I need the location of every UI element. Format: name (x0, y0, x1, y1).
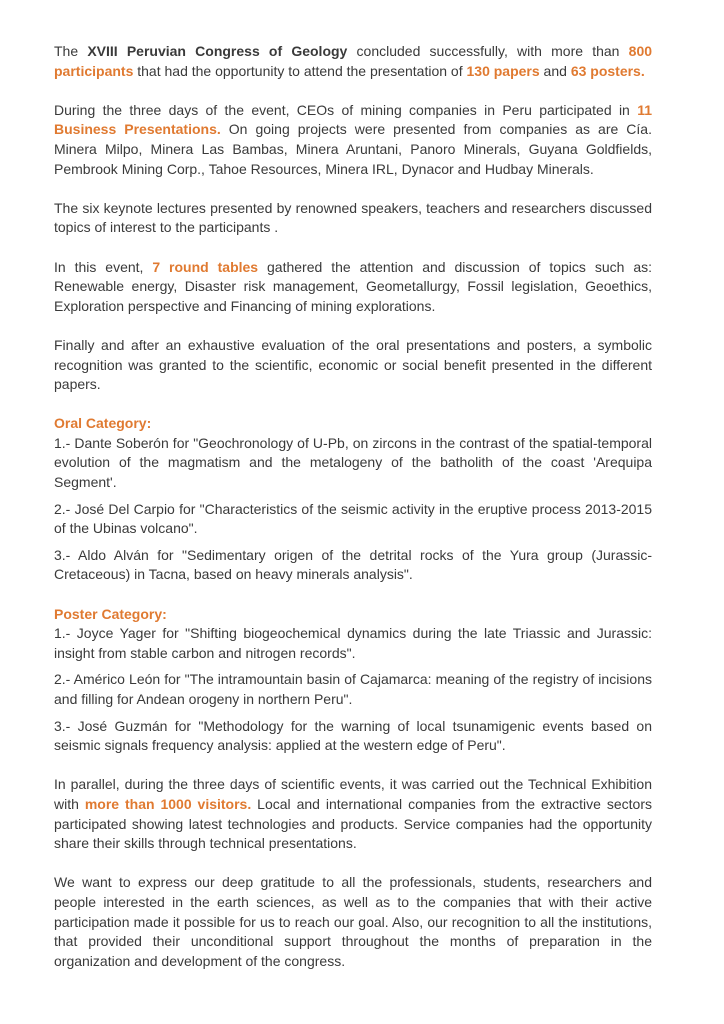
recognition-paragraph: Finally and after an exhaustive evaluation of the oral presentations and posters, a symbolic recognition was granted to the scientific, economic or social benefit presented in the different papers. (54, 336, 652, 393)
poster-item: 3.- José Guzmán for "Methodology for the warning of local tsunamigenic events based on seismic signals frequency analysis: applied at the western edge of Peru". (54, 717, 652, 754)
business-text-1: During the three days of the event, CEOs of mining companies in Peru participated in (54, 101, 638, 118)
round-tables-paragraph (54, 258, 652, 317)
posters-count: 63 posters. (570, 62, 645, 79)
gratitude-paragraph: We want to express our deep gratitude to all the professionals, students, researchers and people interested in the earth sciences, as well as to the companies that with their active participation made it possible for us to reach our goal. Also, our recognition to all the institutions, that provided their unconditional support throughout the months of preparation in the organization and development of the congress. (54, 874, 652, 969)
round-tables-count: 7 round tables (152, 258, 259, 275)
poster-item: 1.- Joyce Yager for "Shifting biogeochemical dynamics during the late Triassic and Jurassic: insight from stable carbon and nitrogen records". (54, 625, 652, 661)
oral-category-heading: Oral Category: (54, 415, 152, 432)
poster-category-heading: Poster Category: (54, 605, 167, 622)
intro-paragraph (54, 42, 652, 81)
document-body (54, 42, 652, 971)
visitors-count: more than 1000 visitors. (84, 795, 252, 812)
exhibition-text-2: Local and international companies from the extractive sectors participated showing latest technologies and products. Service companies had the opportunity share their skills through technical presentations. (54, 795, 652, 852)
round-tables-text-1: In this event, (54, 258, 153, 275)
congress-name: XVIII Peruvian Congress of Geology (87, 43, 348, 59)
round-tables-text-2: gathered the attention and discussion of topics such as: Renewable energy, Disaster risk management, Geometallurgy, Fossil legislation, Geoethics, Exploration perspective and Financing of mining explorations. (54, 258, 652, 314)
business-paragraph (54, 101, 652, 179)
exhibition-paragraph (54, 775, 652, 853)
oral-item: 3.- Aldo Alván for "Sedimentary origen of the detrital rocks of the Yura group (Jurassic-Cretaceous) in Tacna, based on heavy minerals analysis". (54, 546, 652, 583)
oral-item: 1.- Dante Soberón for "Geochronology of U-Pb, on zircons in the contrast of the spatial-temporal evolution of the magmatism and the metalogeny of the batholith of the coast 'Arequipa Segment'. (54, 434, 652, 491)
intro-text-4: and (539, 62, 571, 79)
intro-text-2: concluded successfully, with more than (347, 43, 629, 59)
keynote-paragraph: The six keynote lectures presented by renowned speakers, teachers and researchers discussed topics of interest to the participants . (54, 199, 652, 236)
intro-text-3: that had the opportunity to attend the presentation of (133, 62, 467, 79)
intro-text-1: The (54, 43, 88, 59)
business-presentations-count: 11 Business Presentations. (54, 101, 652, 138)
exhibition-text-1: In parallel, during the three days of scientific events, it was carried out the Technical Exhibition with (54, 776, 652, 812)
papers-count: 130 papers (466, 62, 540, 79)
participants-count: 800 participants (54, 43, 653, 79)
oral-item: 2.- José Del Carpio for "Characteristics of the seismic activity in the eruptive process 2013-2015 of the Ubinas volcano". (54, 500, 652, 537)
business-text-2: On going projects were presented from companies as are Cía. Minera Milpo, Minera Las Bambas, Minera Aruntani, Panoro Minerals, Guyana Goldfields, Pembrook Mining Corp., Tahoe Resources, Minera IRL, Dynacor and Hudbay Minerals. (54, 121, 652, 177)
poster-item: 2.- Américo León for "The intramountain basin of Cajamarca: meaning of the registry of incisions and filling for Andean orogeny in northern Peru". (54, 671, 652, 707)
